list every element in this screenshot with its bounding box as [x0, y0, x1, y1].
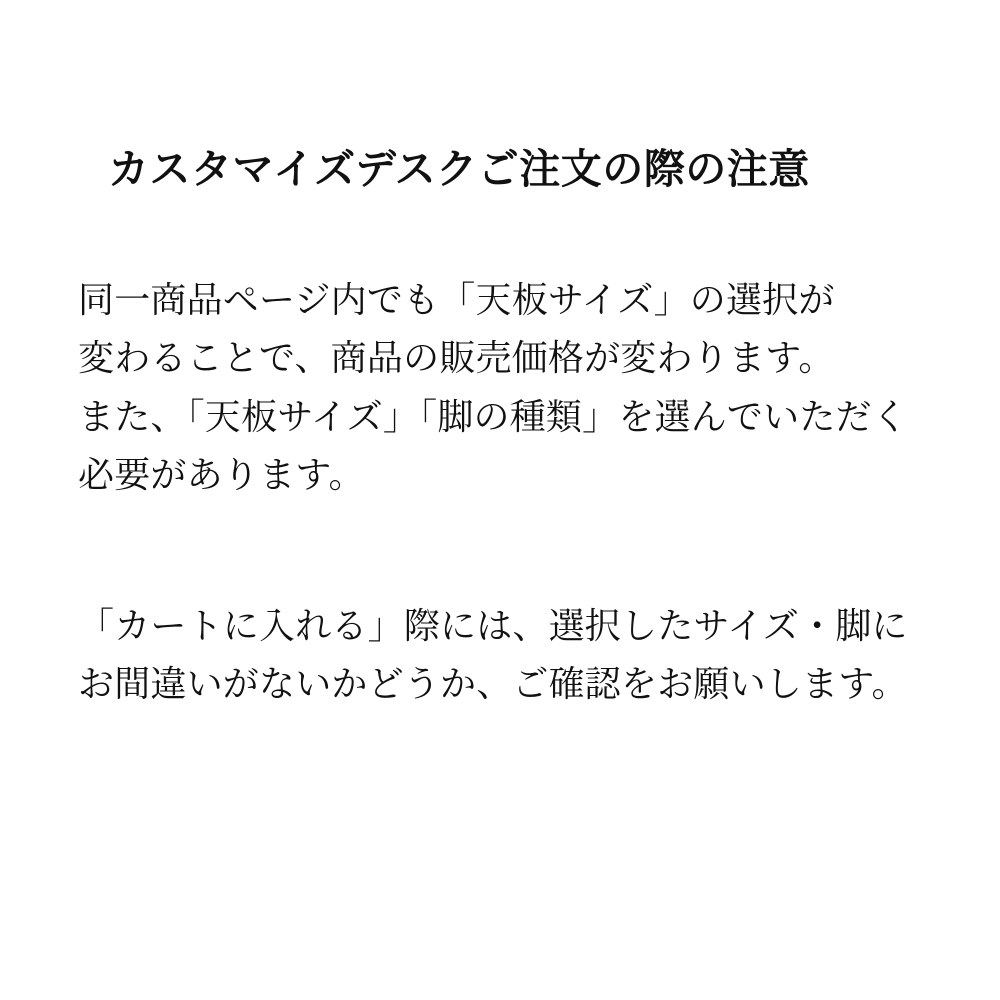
- page-title: カスタマイズデスクご注文の際の注意: [108, 145, 810, 194]
- paragraph-line: 変わることで、商品の販売価格が変わります。: [78, 338, 835, 380]
- paragraph-line: お間違いがないかどうか、ご確認をお願いします。: [78, 664, 908, 706]
- notice-paragraph-2: [78, 598, 958, 715]
- paragraph-line: 必要があります。: [78, 454, 365, 496]
- paragraph-line: 同一商品ページ内でも「天板サイズ」の選択が: [78, 280, 835, 321]
- paragraph-line: 「カートに入れる」際には、選択したサイズ・脚に: [78, 606, 908, 647]
- notice-paragraph-1: [78, 272, 958, 505]
- paragraph-line: また、「天板サイズ」「脚の種類」を選んでいただく: [78, 396, 908, 438]
